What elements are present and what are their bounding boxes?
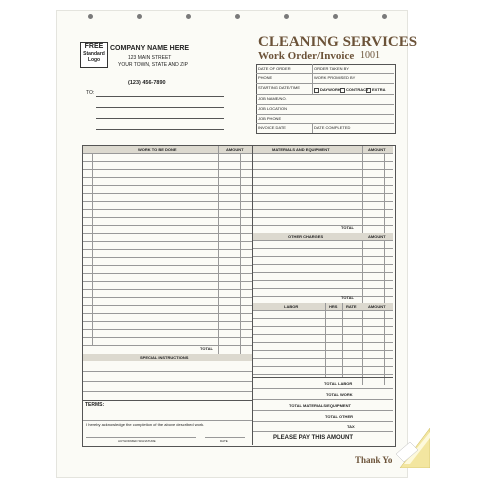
work-row-line bbox=[83, 153, 252, 154]
center-divider bbox=[252, 145, 253, 445]
order-taken-by-label: ORDER TAKEN BY bbox=[314, 66, 349, 71]
materials-row-line bbox=[253, 225, 393, 226]
materials-row-line bbox=[253, 193, 393, 194]
ack-divider bbox=[83, 420, 252, 421]
terms-label: TERMS: bbox=[85, 402, 105, 408]
work-row-line bbox=[83, 249, 252, 250]
to-line bbox=[96, 107, 224, 108]
other-row-line bbox=[253, 280, 393, 281]
contract-label: CONTRACT bbox=[346, 87, 369, 92]
info-col-line bbox=[312, 123, 313, 133]
please-pay-label: PLEASE PAY THIS AMOUNT bbox=[273, 435, 354, 441]
to-label: TO: bbox=[86, 90, 95, 96]
title-main: CLEANING SERVICES bbox=[258, 34, 418, 50]
other-charges-header: OTHER CHARGES bbox=[288, 234, 324, 239]
rate-header: RATE bbox=[346, 304, 357, 309]
acknowledge-text: I hereby acknowledge the completion of the above described work. bbox=[86, 422, 205, 427]
info-row-line bbox=[256, 94, 394, 95]
materials-header: MATERIALS AND EQUIPMENT bbox=[272, 147, 330, 152]
signature-line bbox=[86, 437, 196, 438]
other-row-line bbox=[253, 240, 393, 241]
other-row-line bbox=[253, 272, 393, 273]
left-total-label: TOTAL bbox=[200, 346, 213, 351]
work-row-line bbox=[83, 289, 252, 290]
info-row-line bbox=[256, 114, 394, 115]
other-row-line bbox=[253, 248, 393, 249]
info-row-line bbox=[256, 83, 394, 84]
extra-label: EXTRA bbox=[372, 87, 386, 92]
total-work-label: TOTAL WORK bbox=[326, 392, 353, 397]
work-row-line bbox=[83, 305, 252, 306]
special-line bbox=[83, 371, 252, 372]
carbon-copy-fold bbox=[390, 418, 430, 468]
title-sub: Work Order/Invoice bbox=[258, 50, 355, 62]
binder-hole bbox=[382, 14, 387, 19]
date-completed-label: DATE COMPLETED bbox=[314, 125, 351, 130]
binder-hole bbox=[137, 14, 142, 19]
hrs-header: HRS bbox=[329, 304, 338, 309]
work-row-line bbox=[83, 345, 252, 346]
total-labor-label: TOTAL LABOR bbox=[324, 381, 353, 386]
work-row-line bbox=[83, 337, 252, 338]
invoice-number: 1001 bbox=[360, 50, 380, 61]
totals-row-line bbox=[253, 410, 393, 411]
tax-label: TAX bbox=[347, 424, 355, 429]
work-row-line bbox=[83, 161, 252, 162]
work-row-line bbox=[83, 329, 252, 330]
total-other-label: TOTAL OTHER bbox=[325, 414, 353, 419]
company-name: COMPANY NAME HERE bbox=[110, 45, 190, 52]
labor-row-line bbox=[253, 318, 393, 319]
logo-text: Standard bbox=[83, 51, 105, 57]
to-line bbox=[96, 129, 224, 130]
invoice-date-label: INVOICE DATE bbox=[258, 125, 286, 130]
phone-label: PHONE bbox=[258, 75, 273, 80]
binder-hole bbox=[333, 14, 338, 19]
special-instructions-header: SPECIAL INSTRUCTIONS bbox=[140, 355, 189, 360]
labor-row-line bbox=[253, 350, 393, 351]
info-row-line bbox=[256, 123, 394, 124]
work-row-line bbox=[83, 297, 252, 298]
job-location-label: JOB LOCATION bbox=[258, 106, 288, 111]
labor-row-line bbox=[253, 326, 393, 327]
labor-row-line bbox=[253, 358, 393, 359]
authorized-signature-label: AUTHORIZED SIGNATURE bbox=[118, 439, 156, 443]
left-amount-header: AMOUNT bbox=[226, 147, 244, 152]
materials-row-line bbox=[253, 201, 393, 202]
work-row-line bbox=[83, 257, 252, 258]
materials-total-label: TOTAL bbox=[341, 225, 354, 230]
totals-row-line bbox=[253, 421, 393, 422]
materials-row-line bbox=[253, 153, 393, 154]
job-phone-label: JOB PHONE bbox=[258, 116, 282, 121]
work-row-line bbox=[83, 201, 252, 202]
extra-checkbox[interactable] bbox=[366, 88, 371, 93]
work-row-line bbox=[83, 321, 252, 322]
labor-amount-header: AMOUNT bbox=[368, 304, 386, 309]
labor-row-line bbox=[253, 342, 393, 343]
binder-hole bbox=[88, 14, 93, 19]
other-total-label: TOTAL bbox=[341, 295, 354, 300]
work-row-line bbox=[83, 217, 252, 218]
binder-hole bbox=[284, 14, 289, 19]
date-label: DATE bbox=[220, 439, 228, 443]
info-row-line bbox=[256, 73, 394, 74]
other-amount-header: AMOUNT bbox=[368, 234, 386, 239]
date-line bbox=[205, 437, 245, 438]
work-row-line bbox=[83, 273, 252, 274]
to-line bbox=[96, 96, 224, 97]
contract-checkbox[interactable] bbox=[340, 88, 345, 93]
materials-row-line bbox=[253, 185, 393, 186]
company-phone: (123) 456-7890 bbox=[128, 80, 166, 86]
special-line bbox=[83, 381, 252, 382]
work-row-line bbox=[83, 169, 252, 170]
labor-row-line bbox=[253, 374, 393, 375]
date-of-order-label: DATE OF ORDER bbox=[258, 66, 291, 71]
logo-text: Logo bbox=[87, 57, 101, 63]
work-promised-label: WORK PROMISED BY bbox=[314, 75, 356, 80]
special-line bbox=[83, 391, 252, 392]
left-cents-line bbox=[240, 153, 241, 354]
binder-hole bbox=[186, 14, 191, 19]
totals-row-line bbox=[253, 388, 393, 389]
materials-row-line bbox=[253, 177, 393, 178]
dayworks-checkbox[interactable] bbox=[314, 88, 319, 93]
thank-you-text: Thank Yo bbox=[355, 455, 393, 465]
work-row-line bbox=[83, 265, 252, 266]
totals-divider bbox=[253, 377, 393, 378]
labor-row-line bbox=[253, 334, 393, 335]
dayworks-label: DAYWORK bbox=[320, 87, 341, 92]
company-logo bbox=[80, 42, 108, 68]
other-row-line bbox=[253, 264, 393, 265]
materials-amount-header: AMOUNT bbox=[368, 147, 386, 152]
job-name-label: JOB NAME/NO. bbox=[258, 96, 287, 101]
work-row-line bbox=[83, 185, 252, 186]
other-row-line bbox=[253, 296, 393, 297]
total-materials-label: TOTAL MATERIALS/EQUIPMENT bbox=[289, 403, 351, 408]
work-row-line bbox=[83, 233, 252, 234]
materials-row-line bbox=[253, 161, 393, 162]
work-row-line bbox=[83, 241, 252, 242]
terms-divider bbox=[83, 400, 252, 401]
totals-row-line bbox=[253, 399, 393, 400]
other-row-line bbox=[253, 288, 393, 289]
work-row-line bbox=[83, 313, 252, 314]
work-to-be-done-header: WORK TO BE DONE bbox=[138, 147, 177, 152]
company-street: 123 MAIN STREET bbox=[128, 55, 172, 61]
to-line bbox=[96, 118, 224, 119]
materials-row-line bbox=[253, 169, 393, 170]
totals-row-line bbox=[253, 431, 393, 432]
labor-row-line bbox=[253, 310, 393, 311]
binder-hole bbox=[235, 14, 240, 19]
starting-date-label: STARTING DATE/TIME bbox=[258, 85, 301, 90]
other-row-line bbox=[253, 256, 393, 257]
work-row-line bbox=[83, 177, 252, 178]
labor-row-line bbox=[253, 366, 393, 367]
company-city: YOUR TOWN, STATE AND ZIP bbox=[118, 62, 188, 68]
logo-text: FREE bbox=[84, 43, 104, 50]
labor-header: LABOR bbox=[284, 304, 299, 309]
work-row-line bbox=[83, 281, 252, 282]
work-row-line bbox=[83, 225, 252, 226]
info-col-line bbox=[312, 64, 313, 94]
info-row-line bbox=[256, 104, 394, 105]
materials-row-line bbox=[253, 217, 393, 218]
materials-row-line bbox=[253, 209, 393, 210]
work-row-line bbox=[83, 193, 252, 194]
work-row-line bbox=[83, 209, 252, 210]
